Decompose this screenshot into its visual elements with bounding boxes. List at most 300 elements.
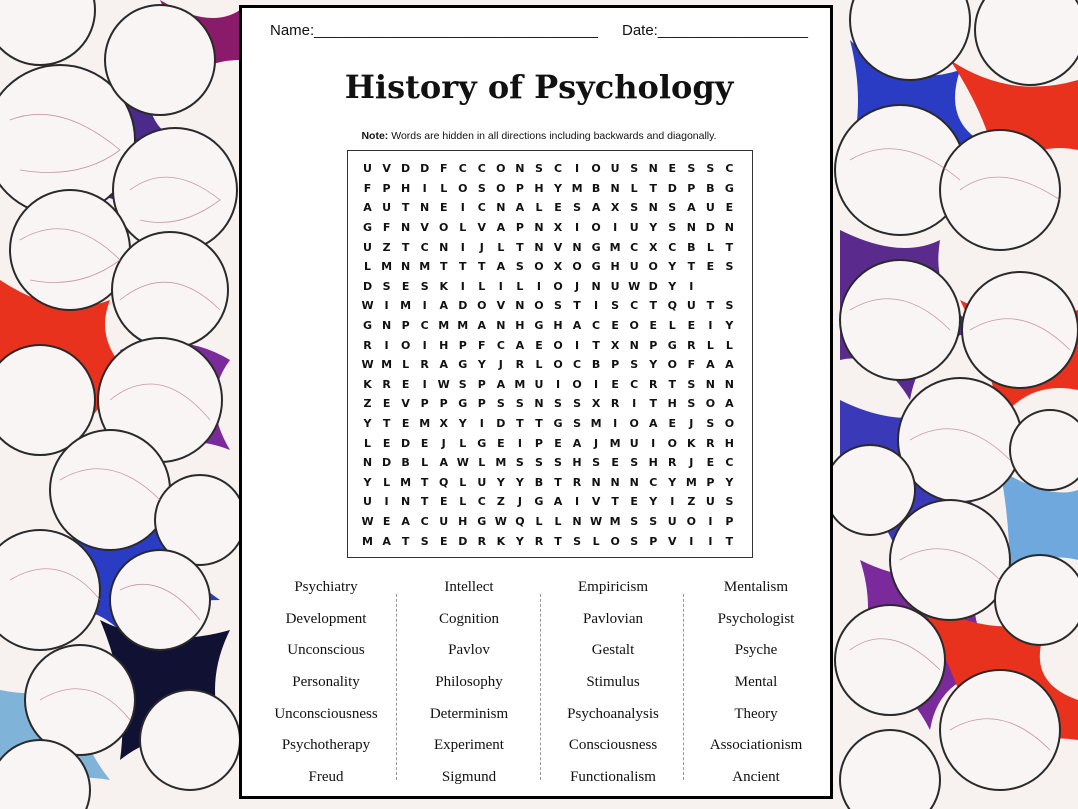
grid-letter: P bbox=[439, 397, 448, 411]
grid-letter: U bbox=[610, 279, 620, 293]
grid-letter: S bbox=[573, 397, 581, 411]
grid-letter: N bbox=[648, 201, 658, 215]
grid-letter: J bbox=[574, 279, 580, 293]
grid-letter: D bbox=[667, 181, 677, 195]
grid-letter: F bbox=[382, 221, 391, 235]
grid-letter: E bbox=[630, 495, 638, 509]
grid-letter: A bbox=[439, 456, 448, 470]
grid-letter: E bbox=[535, 338, 543, 352]
grid-letter: N bbox=[420, 201, 430, 215]
grid-letter: O bbox=[553, 338, 563, 352]
grid-letter: L bbox=[706, 240, 714, 254]
grid-letter: O bbox=[610, 534, 620, 548]
grid-letter: H bbox=[667, 397, 677, 411]
grid-letter: W bbox=[628, 279, 641, 293]
grid-letter: M bbox=[609, 240, 621, 254]
grid-letter: O bbox=[591, 221, 601, 235]
grid-letter: W bbox=[361, 358, 374, 372]
grid-letter: R bbox=[363, 338, 372, 352]
grid-letter: H bbox=[458, 514, 468, 528]
grid-letter: E bbox=[382, 436, 391, 450]
grid-letter: B bbox=[591, 358, 601, 372]
grid-letter: Y bbox=[363, 475, 372, 489]
grid-letter: R bbox=[477, 534, 487, 548]
word-list-item: Psychologist bbox=[717, 610, 795, 627]
grid-letter: T bbox=[649, 181, 657, 195]
grid-letter: T bbox=[725, 240, 734, 254]
grid-letter: U bbox=[477, 475, 487, 489]
word-list-item: Intellect bbox=[444, 579, 494, 595]
grid-letter: T bbox=[592, 338, 600, 352]
grid-letter: P bbox=[706, 475, 715, 489]
grid-letter: I bbox=[517, 436, 522, 450]
grid-letter: I bbox=[632, 397, 637, 411]
word-list-item: Sigmund bbox=[441, 769, 497, 786]
grid-letter: T bbox=[554, 534, 562, 548]
grid-letter: S bbox=[725, 299, 734, 313]
grid-letter: L bbox=[668, 319, 676, 333]
grid-letter: X bbox=[553, 221, 563, 235]
grid-letter: S bbox=[420, 534, 429, 548]
grid-letter: L bbox=[459, 221, 467, 235]
grid-letter: X bbox=[439, 417, 448, 431]
grid-row bbox=[358, 316, 739, 336]
grid-letter: O bbox=[534, 299, 544, 313]
grid-letter: P bbox=[515, 181, 524, 195]
grid-letter: G bbox=[534, 495, 544, 509]
word-list-item: Experiment bbox=[434, 737, 504, 754]
grid-letter: O bbox=[477, 299, 487, 313]
grid-letter: A bbox=[515, 201, 525, 215]
word-list-item: Pavlovian bbox=[583, 610, 643, 627]
grid-letter: Y bbox=[668, 260, 677, 274]
word-column bbox=[397, 576, 541, 798]
grid-letter: A bbox=[439, 299, 448, 313]
grid-letter: F bbox=[363, 181, 372, 195]
grid-letter: N bbox=[534, 397, 544, 411]
grid-letter: S bbox=[554, 456, 562, 470]
grid-letter: A bbox=[363, 201, 372, 215]
grid-letter: X bbox=[610, 201, 620, 215]
grid-letter: L bbox=[459, 475, 467, 489]
grid-letter: A bbox=[401, 514, 410, 528]
grid-letter: H bbox=[610, 260, 620, 274]
grid-letter: L bbox=[364, 260, 372, 274]
grid-letter: U bbox=[363, 162, 372, 176]
grid-letter: Z bbox=[687, 495, 696, 509]
grid-letter: L bbox=[402, 358, 410, 372]
grid-letter: E bbox=[439, 534, 448, 548]
grid-letter: C bbox=[630, 240, 639, 254]
grid-letter: S bbox=[668, 221, 677, 235]
word-column bbox=[684, 576, 828, 798]
grid-letter: M bbox=[514, 377, 526, 391]
grid-letter: J bbox=[498, 358, 503, 372]
grid-letter: J bbox=[441, 436, 446, 450]
grid-letter: E bbox=[611, 319, 619, 333]
note-label: Note: bbox=[361, 130, 389, 142]
grid-letter: E bbox=[725, 201, 734, 215]
grid-letter: A bbox=[648, 417, 658, 431]
grid-letter: G bbox=[591, 260, 601, 274]
grid-letter: I bbox=[708, 534, 713, 548]
grid-letter: A bbox=[706, 358, 715, 372]
grid-letter: O bbox=[572, 377, 582, 391]
grid-letter: G bbox=[553, 417, 563, 431]
grid-letter: H bbox=[648, 456, 658, 470]
grid-letter: L bbox=[478, 279, 486, 293]
grid-letter: I bbox=[613, 417, 618, 431]
grid-letter: I bbox=[708, 319, 713, 333]
grid-letter: D bbox=[648, 279, 658, 293]
grid-letter: E bbox=[382, 397, 391, 411]
grid-letter: E bbox=[649, 319, 657, 333]
grid-letter: A bbox=[439, 358, 448, 372]
grid-letter: G bbox=[477, 436, 487, 450]
grid-letter: J bbox=[594, 436, 599, 450]
grid-letter: E bbox=[706, 260, 715, 274]
grid-letter: P bbox=[477, 397, 486, 411]
grid-letter: S bbox=[554, 397, 562, 411]
header-row bbox=[270, 22, 810, 44]
grid-letter: L bbox=[440, 181, 448, 195]
grid-letter: V bbox=[553, 240, 563, 254]
grid-letter: T bbox=[649, 299, 657, 313]
grid-letter: M bbox=[609, 436, 621, 450]
grid-letter: N bbox=[610, 475, 620, 489]
word-search-grid bbox=[358, 159, 739, 551]
grid-letter: T bbox=[401, 201, 410, 215]
grid-letter: A bbox=[572, 436, 582, 450]
grid-letter: Z bbox=[363, 397, 372, 411]
grid-letter: Y bbox=[458, 417, 467, 431]
grid-letter: S bbox=[687, 162, 696, 176]
grid-letter: O bbox=[496, 162, 506, 176]
grid-letter: U bbox=[629, 260, 639, 274]
grid-letter: X bbox=[648, 240, 658, 254]
grid-letter: H bbox=[439, 338, 449, 352]
grid-letter: B bbox=[687, 240, 696, 254]
grid-letter: S bbox=[611, 299, 620, 313]
grid-letter: D bbox=[362, 279, 373, 293]
grid-letter: Y bbox=[668, 279, 677, 293]
grid-letter: F bbox=[439, 162, 448, 176]
grid-letter: I bbox=[555, 377, 561, 391]
grid-letter: N bbox=[496, 201, 506, 215]
word-column bbox=[541, 576, 685, 798]
grid-letter: U bbox=[629, 221, 639, 235]
page-title: History of Psychology bbox=[344, 68, 734, 106]
word-list-item: Psyche bbox=[734, 642, 778, 659]
grid-letter: T bbox=[706, 299, 715, 313]
grid-letter: R bbox=[382, 377, 391, 391]
grid-letter: W bbox=[590, 514, 603, 528]
grid-letter: I bbox=[594, 377, 599, 391]
grid-letter: Q bbox=[667, 299, 677, 313]
grid-row bbox=[358, 473, 739, 493]
column-separator bbox=[396, 594, 397, 780]
grid-letter: A bbox=[572, 319, 582, 333]
grid-letter: C bbox=[649, 475, 658, 489]
grid-letter: H bbox=[515, 319, 525, 333]
grid-letter: E bbox=[401, 279, 410, 293]
grid-letter: S bbox=[420, 279, 429, 293]
grid-letter: R bbox=[534, 534, 544, 548]
grid-letter: I bbox=[536, 279, 541, 293]
grid-letter: I bbox=[384, 299, 389, 313]
grid-letter: V bbox=[496, 299, 506, 313]
grid-letter: T bbox=[420, 475, 429, 489]
grid-letter: I bbox=[460, 240, 465, 254]
grid-letter: A bbox=[496, 377, 506, 391]
grid-letter: I bbox=[384, 338, 389, 352]
grid-letter: C bbox=[477, 162, 486, 176]
grid-letter: T bbox=[459, 260, 467, 274]
word-list-item: Mental bbox=[734, 674, 778, 691]
grid-letter: I bbox=[574, 162, 580, 176]
grid-letter: Q bbox=[515, 514, 525, 528]
grid-letter: S bbox=[725, 260, 734, 274]
grid-letter: N bbox=[401, 495, 411, 509]
grid-letter: T bbox=[611, 495, 619, 509]
worksheet bbox=[239, 5, 833, 799]
grid-letter: P bbox=[611, 358, 620, 372]
grid-letter: A bbox=[553, 495, 563, 509]
grid-letter: U bbox=[667, 514, 677, 528]
grid-letter: L bbox=[383, 475, 391, 489]
grid-letter: O bbox=[591, 162, 601, 176]
grid-letter: A bbox=[496, 221, 506, 235]
grid-letter: M bbox=[381, 358, 393, 372]
grid-letter: N bbox=[591, 475, 601, 489]
grid-letter: N bbox=[401, 260, 411, 274]
grid-letter: S bbox=[630, 514, 639, 528]
grid-letter: J bbox=[689, 456, 694, 470]
word-list-item: Stimulus bbox=[586, 674, 640, 691]
grid-letter: Y bbox=[515, 534, 524, 548]
grid-letter: D bbox=[382, 456, 392, 470]
word-list-item: Freud bbox=[308, 769, 344, 786]
grid-letter: D bbox=[420, 162, 430, 176]
grid-letter: L bbox=[364, 436, 372, 450]
grid-letter: E bbox=[497, 436, 505, 450]
grid-letter: P bbox=[458, 338, 467, 352]
grid-letter: C bbox=[630, 377, 639, 391]
grid-letter: E bbox=[401, 377, 410, 391]
grid-letter: I bbox=[479, 417, 484, 431]
grid-letter: K bbox=[363, 377, 372, 391]
grid-letter: I bbox=[384, 495, 389, 509]
grid-letter: T bbox=[649, 397, 657, 411]
grid-letter: N bbox=[534, 221, 544, 235]
grid-letter: C bbox=[496, 338, 505, 352]
grid-row bbox=[358, 296, 739, 316]
grid-letter: O bbox=[458, 181, 468, 195]
grid-letter: N bbox=[629, 475, 639, 489]
grid-letter: S bbox=[382, 279, 391, 293]
grid-letter: I bbox=[460, 279, 465, 293]
grid-letter: U bbox=[705, 201, 715, 215]
column-separator bbox=[683, 594, 684, 780]
grid-letter: V bbox=[401, 397, 410, 411]
grid-letter: L bbox=[516, 279, 524, 293]
word-list-item: Pavlov bbox=[448, 642, 490, 659]
grid-letter: V bbox=[668, 534, 677, 548]
grid-row bbox=[358, 277, 739, 297]
grid-letter: P bbox=[649, 534, 658, 548]
word-list-item: Gestalt bbox=[591, 642, 635, 659]
grid-letter: S bbox=[573, 534, 581, 548]
grid-letter: O bbox=[705, 397, 716, 411]
grid-letter: S bbox=[496, 397, 505, 411]
grid-letter: G bbox=[591, 240, 601, 254]
grid-letter: S bbox=[687, 397, 696, 411]
grid-letter: S bbox=[477, 181, 486, 195]
grid-letter: R bbox=[572, 475, 582, 489]
grid-letter: O bbox=[686, 514, 696, 528]
grid-letter: H bbox=[724, 436, 735, 450]
grid-letter: R bbox=[610, 397, 620, 411]
word-list-item: Psychotherapy bbox=[281, 737, 371, 754]
grid-letter: M bbox=[419, 260, 431, 274]
grid-letter: B bbox=[534, 475, 544, 489]
grid-letter: D bbox=[705, 221, 715, 235]
grid-letter: A bbox=[382, 534, 391, 548]
word-list-item: Unconsciousness bbox=[274, 705, 378, 722]
grid-letter: E bbox=[611, 377, 619, 391]
word-list-item: Empiricism bbox=[578, 579, 648, 595]
word-list-item: Philosophy bbox=[435, 674, 503, 691]
grid-letter: K bbox=[439, 279, 448, 293]
grid-letter: I bbox=[574, 495, 580, 509]
grid-letter: Y bbox=[477, 358, 486, 372]
grid-letter: I bbox=[670, 495, 675, 509]
word-list-item: Mentalism bbox=[723, 579, 789, 595]
grid-letter: T bbox=[516, 240, 524, 254]
grid-letter: G bbox=[667, 338, 677, 352]
grid-letter: L bbox=[592, 534, 600, 548]
grid-letter: V bbox=[382, 162, 391, 176]
word-list-item: Theory bbox=[734, 705, 778, 722]
grid-row bbox=[358, 394, 739, 414]
grid-letter: L bbox=[535, 514, 543, 528]
grid-letter: I bbox=[708, 514, 713, 528]
grid-row bbox=[358, 355, 739, 375]
grid-letter: S bbox=[630, 358, 639, 372]
grid-letter: H bbox=[553, 319, 563, 333]
grid-row bbox=[358, 512, 739, 532]
grid-letter: C bbox=[477, 201, 486, 215]
grid-letter: Y bbox=[725, 319, 734, 333]
grid-letter: A bbox=[725, 358, 734, 372]
grid-letter: S bbox=[649, 514, 658, 528]
grid-letter: L bbox=[497, 240, 505, 254]
grid-letter: M bbox=[362, 534, 373, 548]
note-text: Words are hidden in all directions including backwards and diagonally. bbox=[388, 130, 717, 142]
grid-letter: E bbox=[611, 456, 619, 470]
grid-letter: E bbox=[439, 201, 448, 215]
grid-letter: N bbox=[534, 240, 544, 254]
grid-letter: S bbox=[515, 397, 524, 411]
grid-letter: Y bbox=[496, 475, 505, 489]
grid-row bbox=[358, 335, 739, 355]
grid-letter: C bbox=[420, 514, 429, 528]
word-search-grid-box bbox=[347, 150, 753, 558]
grid-letter: E bbox=[706, 456, 715, 470]
grid-letter: U bbox=[363, 240, 372, 254]
grid-letter: T bbox=[439, 260, 448, 274]
grid-letter: M bbox=[381, 260, 393, 274]
grid-letter: N bbox=[381, 319, 392, 333]
grid-letter: T bbox=[668, 377, 677, 391]
grid-letter: C bbox=[592, 319, 601, 333]
grid-letter: D bbox=[401, 436, 411, 450]
grid-letter: C bbox=[553, 162, 563, 176]
grid-letter: S bbox=[687, 377, 696, 391]
grid-letter: N bbox=[724, 377, 735, 391]
grid-letter: B bbox=[401, 456, 410, 470]
grid-letter: S bbox=[534, 456, 543, 470]
grid-letter: S bbox=[573, 201, 581, 215]
grid-letter: T bbox=[382, 417, 391, 431]
grid-letter: O bbox=[667, 358, 677, 372]
grid-letter: G bbox=[534, 319, 544, 333]
grid-letter: E bbox=[687, 319, 696, 333]
grid-letter: Y bbox=[649, 358, 658, 372]
grid-letter: N bbox=[439, 240, 449, 254]
grid-letter: N bbox=[572, 240, 582, 254]
grid-letter: D bbox=[496, 417, 506, 431]
grid-letter: U bbox=[705, 495, 715, 509]
grid-letter: M bbox=[571, 181, 583, 195]
grid-letter: X bbox=[591, 397, 601, 411]
grid-row bbox=[358, 198, 739, 218]
word-list bbox=[254, 576, 824, 786]
grid-letter: N bbox=[648, 162, 658, 176]
grid-letter: S bbox=[725, 495, 734, 509]
grid-letter: R bbox=[687, 338, 696, 352]
grid-row bbox=[358, 492, 739, 512]
grid-letter: O bbox=[439, 221, 449, 235]
grid-letter: L bbox=[459, 495, 467, 509]
grid-letter: C bbox=[458, 162, 467, 176]
grid-letter: N bbox=[515, 162, 525, 176]
grid-letter: W bbox=[361, 514, 374, 528]
grid-row bbox=[358, 237, 739, 257]
grid-letter: A bbox=[725, 397, 734, 411]
grid-letter: S bbox=[630, 534, 639, 548]
grid-letter: C bbox=[573, 358, 582, 372]
grid-row bbox=[358, 218, 739, 238]
grid-letter: N bbox=[591, 279, 601, 293]
grid-letter: J bbox=[517, 495, 522, 509]
grid-letter: O bbox=[648, 260, 658, 274]
grid-letter: E bbox=[420, 436, 429, 450]
grid-letter: M bbox=[685, 475, 697, 489]
grid-letter: M bbox=[438, 319, 450, 333]
grid-letter: P bbox=[401, 319, 410, 333]
grid-letter: U bbox=[610, 162, 620, 176]
grid-letter: I bbox=[574, 338, 580, 352]
grid-letter: T bbox=[725, 534, 734, 548]
grid-letter: G bbox=[477, 514, 487, 528]
grid-letter: M bbox=[419, 417, 431, 431]
grid-letter: R bbox=[648, 377, 658, 391]
grid-letter: L bbox=[535, 358, 543, 372]
grid-letter: I bbox=[422, 299, 427, 313]
grid-letter: I bbox=[574, 221, 580, 235]
grid-letter: S bbox=[706, 417, 715, 431]
